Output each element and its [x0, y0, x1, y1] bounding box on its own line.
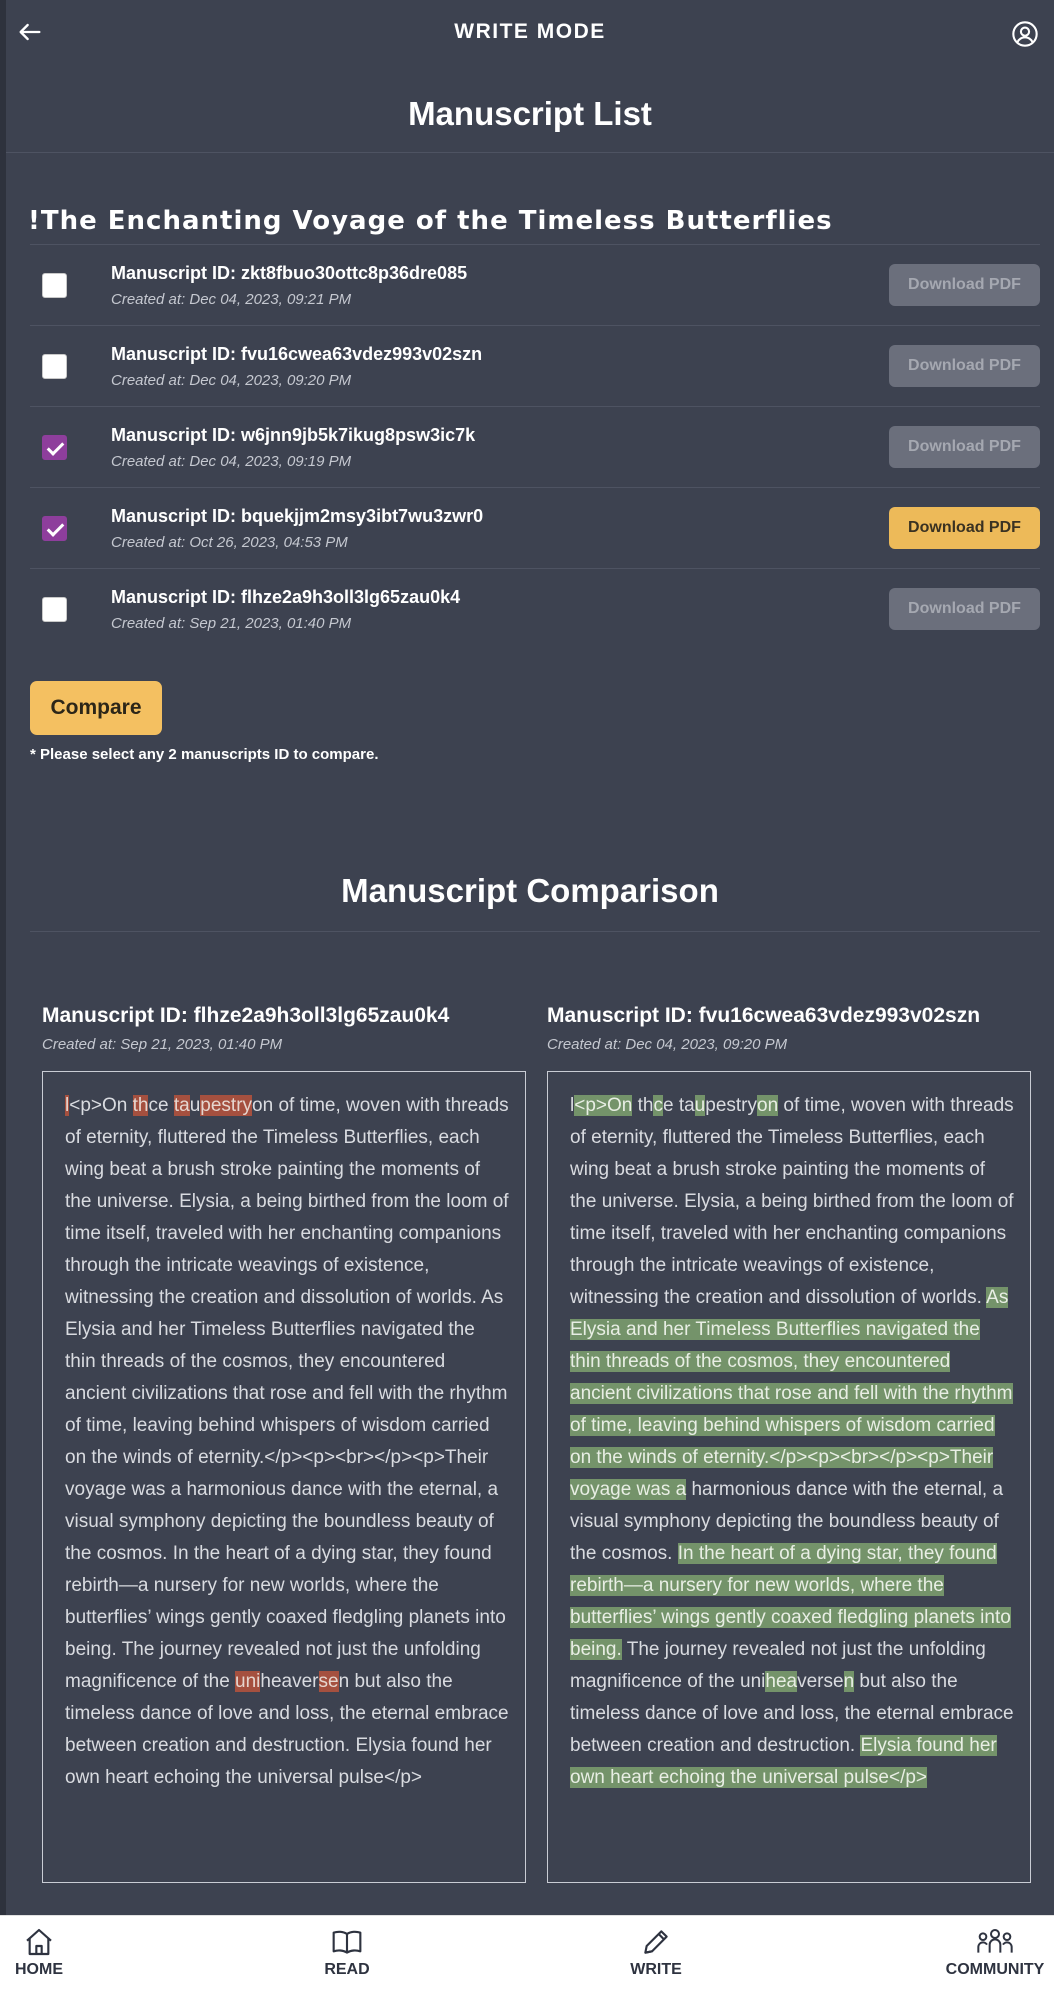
added-text-highlight: n: [843, 1671, 855, 1692]
removed-text-highlight: se: [318, 1671, 339, 1692]
manuscript-id: Manuscript ID: fvu16cwea63vdez993v02szn: [111, 344, 483, 364]
removed-text-highlight: l: [65, 1095, 70, 1116]
book-icon: [329, 1926, 365, 1958]
text-segment: u: [189, 1095, 201, 1116]
manuscript-checkbox[interactable]: [42, 435, 67, 460]
added-text-highlight: hea: [765, 1671, 798, 1692]
manuscript-row: [30, 487, 1040, 568]
text-segment: e ta: [662, 1095, 695, 1116]
added-text-highlight: In the heart of a dying star, they found rebirth—a nursery for new worlds, where the butterflies’ wings gently coaxed fledgling planets into being.: [570, 1543, 1011, 1660]
bottom-navigation: [0, 1915, 1054, 1990]
left-manuscript-id: Manuscript ID: flhze2a9h3oll3lg65zau0k4: [42, 1004, 450, 1027]
nav-community-label: COMMUNITY: [945, 1961, 1045, 1978]
left-manuscript-created-at: Created at: Sep 21, 2023, 01:40 PM: [42, 1036, 283, 1053]
top-bar: [6, 0, 1054, 68]
manuscript-row: [30, 325, 1040, 406]
added-text-highlight: c: [653, 1095, 663, 1116]
text-segment: th: [632, 1095, 654, 1116]
right-manuscript-id: Manuscript ID: fvu16cwea63vdez993v02szn: [547, 1004, 981, 1027]
right-manuscript-text-box: [547, 1071, 1031, 1883]
download-pdf-button[interactable]: Download PDF: [889, 507, 1040, 549]
nav-community[interactable]: [940, 1926, 1050, 1979]
nav-write-label: WRITE: [630, 1961, 682, 1978]
manuscript-id: Manuscript ID: w6jnn9jb5k7ikug8psw3ic7k: [111, 425, 476, 445]
mode-title: WRITE MODE: [454, 20, 606, 43]
text-segment: pestry: [705, 1095, 757, 1116]
manuscript-created-at: Created at: Dec 04, 2023, 09:19 PM: [111, 453, 352, 470]
manuscript-id: Manuscript ID: zkt8fbuo30ottc8p36dre085: [111, 263, 468, 283]
home-icon: [22, 1926, 56, 1958]
text-segment: <p>On: [69, 1095, 133, 1116]
manuscript-list-heading: Manuscript List: [408, 95, 652, 132]
nav-home[interactable]: [12, 1926, 66, 1979]
community-icon: [974, 1926, 1016, 1958]
download-pdf-button[interactable]: Download PDF: [889, 345, 1040, 387]
added-text-highlight: Elysia found her own heart echoing the universal pulse</p>: [570, 1735, 997, 1788]
download-pdf-button[interactable]: Download PDF: [889, 426, 1040, 468]
removed-text-highlight: pestry: [200, 1095, 253, 1116]
added-text-highlight: imeless Butterflies navigated the thin threads of the cosmos, they encountered ancient civilizations that rose and fell with the rhythm of time, leaving behind whispers of wisdom carried on the winds of eternity.</p><p><br></p><p>Their voyage was a: [570, 1319, 1013, 1500]
divider: [30, 931, 1040, 932]
text-segment: harmonious dance with the eternal, a visual symphony depicting the boundless beauty of the cosmos.: [570, 1479, 1004, 1564]
text-segment: heaver: [260, 1671, 319, 1692]
removed-text-highlight: uni: [235, 1671, 261, 1692]
compare-note: * Please select any 2 manuscripts ID to compare.: [30, 746, 379, 763]
manuscript-checkbox[interactable]: [42, 273, 67, 298]
nav-write[interactable]: [626, 1926, 686, 1979]
manuscript-row: [30, 406, 1040, 487]
manuscript-row: [30, 568, 1040, 649]
nav-read-label: READ: [324, 1961, 370, 1978]
download-pdf-button[interactable]: Download PDF: [889, 264, 1040, 306]
user-profile-icon[interactable]: [1011, 20, 1039, 48]
manuscript-created-at: Created at: Oct 26, 2023, 04:53 PM: [111, 534, 348, 551]
text-segment: ce: [148, 1095, 174, 1116]
added-text-highlight: <p>On: [574, 1095, 633, 1116]
left-manuscript-text: [65, 1090, 509, 1794]
manuscript-comparison-heading: Manuscript Comparison: [341, 872, 719, 909]
text-segment: but also the timeless dance of love and loss, the eternal embrace between creation and destruction.: [570, 1671, 1014, 1756]
manuscript-checkbox[interactable]: [42, 516, 67, 541]
manuscript-id: Manuscript ID: flhze2a9h3oll3lg65zau0k4: [111, 587, 461, 607]
manuscript-created-at: Created at: Dec 04, 2023, 09:20 PM: [111, 372, 352, 389]
divider: [6, 152, 1054, 153]
text-segment: n but also the timeless dance of love and loss, the eternal embrace between creation and destruction. Elysia found her own heart echoing the universal pulse</p>: [65, 1671, 509, 1788]
compare-button[interactable]: Compare: [30, 681, 162, 735]
manuscript-row: [30, 244, 1040, 325]
manuscript-id: Manuscript ID: bquekjjm2msy3ibt7wu3zwr0: [111, 506, 484, 526]
added-text-highlight: on: [757, 1095, 779, 1116]
text-segment: l: [570, 1095, 575, 1116]
removed-text-highlight: th: [132, 1095, 149, 1116]
left-manuscript-text-box: [42, 1071, 526, 1883]
right-manuscript-text: [570, 1090, 1014, 1794]
removed-text-highlight: ta: [173, 1095, 190, 1116]
added-text-highlight: u: [694, 1095, 706, 1116]
manuscript-created-at: Created at: Dec 04, 2023, 09:21 PM: [111, 291, 352, 308]
text-segment: on of time, woven with threads of eternity, fluttered the Timeless Butterflies, each wing beat a brush stroke painting the moments of the universe. Elysia, a being birthed from the loom of time itself, traveled with her enchanting companions through the intricate weavings of existence, witnessing the creation and dissolution of worlds. As Elysia and her Timeless Butterflies navigated the thin threads of the cosmos, they encountered ancient civilizations that rose and fell with the rhythm of time, leaving behind whispers of wisdom carried on the winds of eternity.</p><p><br></p><p>Their voyage was a harmonious dance with the eternal, a visual symphony depicting the boundless beauty of the cosmos. In the heart of a dying star, they found rebirth—a nursery for new worlds, where the butterflies’ wings gently coaxed fledgling planets into being. The journey revealed not just the unfolding magnificence of the: [65, 1095, 509, 1692]
download-pdf-button[interactable]: Download PDF: [889, 588, 1040, 630]
book-title: !The Enchanting Voyage of the Timeless Butterflies: [28, 206, 833, 236]
manuscript-created-at: Created at: Sep 21, 2023, 01:40 PM: [111, 615, 352, 632]
text-segment: of time, woven with threads of eternity, fluttered the Timeless Butterflies, each wing beat a brush stroke painting the moments of the universe. Elysia, a being birthed from the loom of time itself, traveled with her enchanting companions through the intricate weavings of existence, witnessing the creation and dissolution of worlds.: [570, 1095, 1014, 1308]
nav-read[interactable]: [320, 1926, 374, 1979]
pencil-icon: [639, 1926, 673, 1958]
manuscript-checkbox[interactable]: [42, 597, 67, 622]
added-text-highlight: As Elysia and her T: [570, 1287, 1009, 1340]
right-manuscript-created-at: Created at: Dec 04, 2023, 09:20 PM: [547, 1036, 788, 1053]
manuscript-checkbox[interactable]: [42, 354, 67, 379]
text-segment: verse: [797, 1671, 844, 1692]
text-segment: The journey revealed not just the unfolding magnificence of the uni: [570, 1639, 986, 1692]
nav-home-label: HOME: [15, 1961, 63, 1978]
